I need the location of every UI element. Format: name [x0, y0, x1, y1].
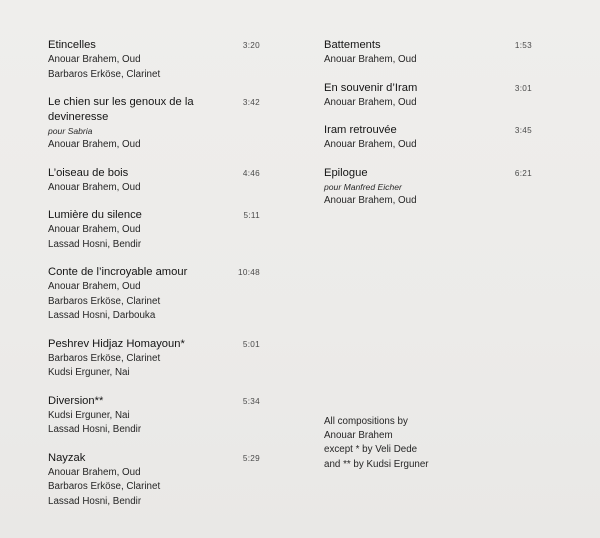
- credits-line: Anouar Brahem: [324, 430, 393, 442]
- track-performer: Barbaros Erköse, Clarinet: [48, 295, 161, 307]
- track-duration: 5:29: [242, 453, 260, 463]
- track-performer: Barbaros Erköse, Clarinet: [48, 481, 161, 492]
- track-title: Epilogue: [324, 166, 368, 179]
- track-performer: Barbaros Erköse, Clarinet: [48, 68, 161, 80]
- track-duration: 6:21: [514, 168, 532, 178]
- tracklist-left-column: [48, 38, 260, 522]
- credits-line: and ** by Kudsi Erguner: [324, 458, 429, 470]
- track-dedication: pour Manfred Eicher: [324, 181, 402, 192]
- credits-line: except * by Veli Dede: [324, 444, 418, 456]
- track-performer: Anouar Brahem, Oud: [48, 466, 141, 478]
- track-duration: 3:45: [514, 126, 532, 135]
- track-performer: Lassad Hosni, Bendir: [48, 238, 142, 250]
- track-performer: Lassad Hosni, Bendir: [48, 495, 142, 507]
- track-performer: Kudsi Erguner, Nai: [48, 367, 130, 378]
- credits-line: All compositions by: [324, 416, 408, 427]
- track-performer: Anouar Brahem, Oud: [324, 54, 417, 65]
- track-duration: 5:11: [243, 211, 260, 220]
- track-performer: Anouar Brahem, Oud: [48, 181, 141, 193]
- track-title: Nayzak: [48, 451, 86, 464]
- track-entry: [48, 265, 260, 324]
- track-title: Peshrev Hidjaz Homayoun*: [48, 337, 185, 350]
- track-performer: Anouar Brahem, Oud: [324, 139, 417, 150]
- track-performer: Kudsi Erguner, Nai: [48, 409, 130, 421]
- track-duration: 5:34: [242, 396, 260, 406]
- track-title: Diversion**: [48, 394, 104, 407]
- track-title: Battements: [324, 39, 381, 51]
- track-title: L’oiseau de bois: [48, 166, 129, 179]
- track-entry: [48, 451, 260, 510]
- track-dedication: pour Sabria: [48, 126, 93, 136]
- track-entry: [48, 208, 260, 252]
- track-title: Lumière du silence: [48, 209, 142, 221]
- track-performer: Anouar Brahem, Oud: [48, 281, 141, 292]
- composition-credits: [324, 415, 544, 472]
- track-entry: [324, 123, 532, 153]
- track-duration: 5:01: [242, 339, 260, 349]
- track-performer: Lassad Hosni, Bendir: [48, 424, 142, 435]
- track-entry: [48, 394, 260, 438]
- track-performer: Anouar Brahem, Oud: [324, 194, 417, 206]
- track-duration: 10:48: [238, 268, 260, 277]
- track-entry: [324, 166, 532, 209]
- track-duration: 4:46: [242, 168, 260, 178]
- track-performer: Anouar Brahem, Oud: [48, 224, 141, 235]
- track-entry: [324, 38, 532, 68]
- track-title: Le chien sur les genoux de la devineresse: [48, 96, 194, 123]
- track-title: Conte de l’incroyable amour: [48, 266, 188, 278]
- track-entry: [324, 81, 532, 111]
- track-title: Iram retrouvée: [324, 124, 397, 136]
- track-performer: Barbaros Erköse, Clarinet: [48, 352, 161, 364]
- track-title: En souvenir d’Iram: [324, 81, 418, 94]
- track-title: Etincelles: [48, 39, 96, 51]
- track-performer: Anouar Brahem, Oud: [48, 139, 141, 150]
- track-entry: [48, 337, 260, 381]
- track-duration: 3:01: [514, 83, 532, 93]
- track-duration: 3:20: [242, 41, 260, 50]
- track-entry: [48, 38, 260, 82]
- track-duration: 1:53: [514, 41, 532, 50]
- track-performer: Lassad Hosni, Darbouka: [48, 310, 156, 321]
- tracklist-right-column: [324, 38, 532, 221]
- track-entry: [48, 166, 260, 196]
- track-entry: [48, 95, 260, 153]
- track-performer: Anouar Brahem, Oud: [48, 54, 141, 65]
- track-performer: Anouar Brahem, Oud: [324, 96, 417, 108]
- track-duration: 3:42: [242, 98, 260, 107]
